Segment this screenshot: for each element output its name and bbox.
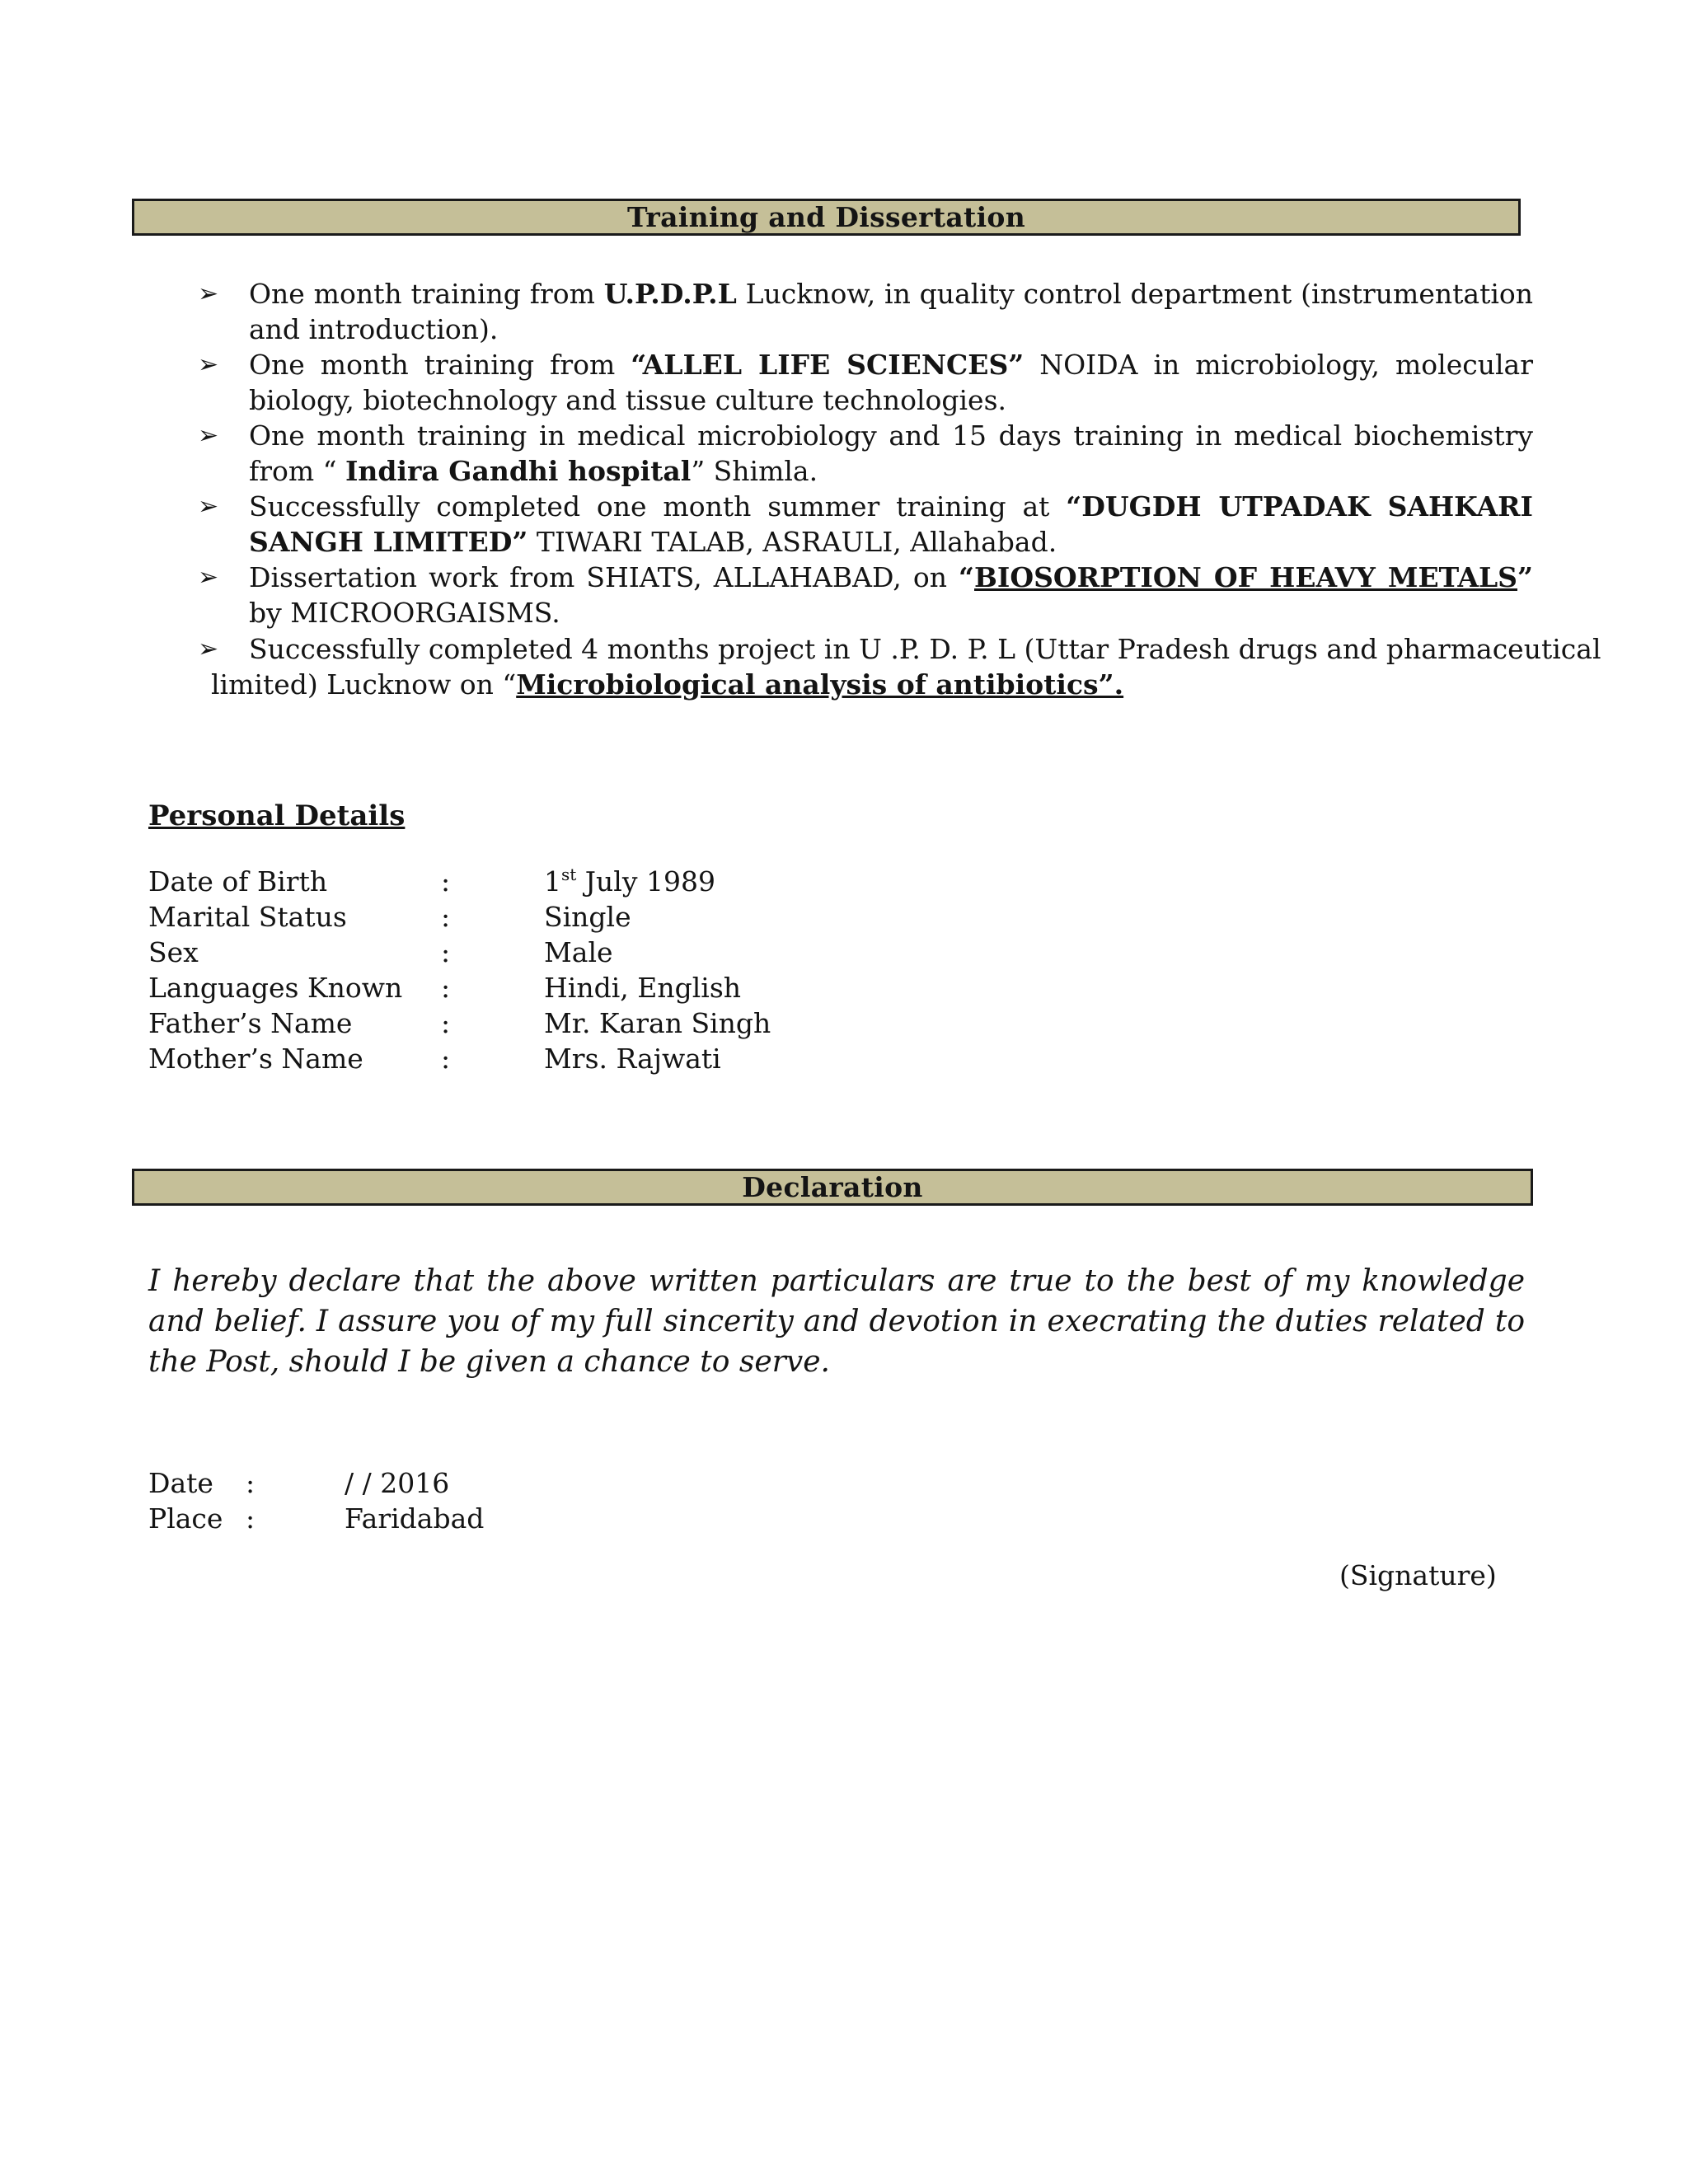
item-text: TIWARI TALAB, ASRAULI, Allahabad. xyxy=(528,526,1057,558)
arrow-bullet-icon: ➢ xyxy=(198,492,219,521)
detail-colon: : xyxy=(441,936,451,968)
list-item xyxy=(198,560,1533,630)
detail-label: Sex xyxy=(148,936,199,968)
detail-colon: : xyxy=(441,865,451,898)
detail-row xyxy=(148,864,890,899)
date-label: Date xyxy=(148,1467,213,1499)
arrow-bullet-icon: ➢ xyxy=(198,279,219,308)
list-item xyxy=(198,418,1533,489)
item-bold-text: “ xyxy=(959,561,975,593)
item-text: ” Shimla. xyxy=(691,455,818,487)
date-value: / / 2016 xyxy=(345,1467,450,1499)
list-item xyxy=(198,631,1601,702)
list-item xyxy=(198,347,1533,418)
detail-colon: : xyxy=(441,901,451,933)
item-text: NOIDA in microbiology, molecular biology, biotechnology and tissue culture technologies. xyxy=(249,349,1533,416)
training-heading-text: Training and Dissertation xyxy=(626,201,1026,233)
item-bold-text: “DUGDH UTPADAK SAHKARI SANGH LIMITED” xyxy=(249,490,1533,558)
item-text: limited) Lucknow on “ xyxy=(211,668,517,701)
list-item xyxy=(198,489,1533,560)
personal-details-heading: Personal Details xyxy=(148,799,406,832)
detail-value: 1st July 1989 xyxy=(544,865,715,898)
item-text: One month training in medical microbiology and 15 days training in medical biochemistry from “ xyxy=(249,419,1533,487)
arrow-bullet-icon: ➢ xyxy=(198,421,219,450)
date-colon: : xyxy=(246,1467,256,1499)
detail-row xyxy=(148,935,890,970)
detail-colon: : xyxy=(441,1043,451,1075)
personal-details-table xyxy=(148,864,890,1076)
place-label: Place xyxy=(148,1502,223,1535)
detail-value: Single xyxy=(544,901,631,933)
list-item-line xyxy=(198,631,1601,667)
detail-value: Mr. Karan Singh xyxy=(544,1007,771,1039)
item-bold-text: “ALLEL LIFE SCIENCES” xyxy=(631,349,1025,381)
item-bold-text: U.P.D.P.L xyxy=(603,278,737,310)
place-row xyxy=(148,1501,725,1536)
item-text: by MICROORGAISMS. xyxy=(249,597,560,629)
item-text: Lucknow, in quality control department (instrumentation and introduction). xyxy=(249,278,1534,345)
item-bold-text: ” xyxy=(1517,561,1533,593)
detail-value: Mrs. Rajwati xyxy=(544,1043,721,1075)
signature-label: (Signature) xyxy=(1339,1559,1497,1591)
detail-row xyxy=(148,970,890,1005)
item-text: Successfully completed 4 months project in U .P. D. P. L (Uttar Pradesh drugs and pharmaceutical xyxy=(249,633,1601,665)
list-item xyxy=(198,276,1533,347)
item-bold-underlined-text: Microbiological analysis of antibiotics”. xyxy=(516,668,1124,701)
arrow-bullet-icon: ➢ xyxy=(198,635,219,663)
training-list xyxy=(198,276,1533,630)
item-text: Successfully completed one month summer training at xyxy=(249,490,1067,523)
date-row xyxy=(148,1465,725,1501)
detail-label: Languages Known xyxy=(148,972,403,1004)
detail-row xyxy=(148,899,890,935)
detail-row xyxy=(148,1005,890,1041)
detail-label: Father’s Name xyxy=(148,1007,353,1039)
training-section-heading xyxy=(132,199,1521,236)
detail-value: Male xyxy=(544,936,613,968)
declaration-paragraph: I hereby declare that the above written particulars are true to the best of my knowledge and belief. I assure you of my full sincerity and devotion in execrating the duties related to the Post, should I be given a chance to serve. xyxy=(148,1264,1525,1379)
date-place-block xyxy=(148,1465,725,1536)
arrow-bullet-icon: ➢ xyxy=(198,563,219,592)
item-text: One month training from xyxy=(249,278,604,310)
declaration-section-heading xyxy=(132,1169,1533,1206)
place-value: Faridabad xyxy=(345,1502,485,1535)
list-item-line xyxy=(211,667,1550,702)
place-colon: : xyxy=(246,1502,256,1535)
detail-colon: : xyxy=(441,1007,451,1039)
item-text: One month training from xyxy=(249,349,631,381)
detail-label: Mother’s Name xyxy=(148,1043,363,1075)
declaration-heading-text: Declaration xyxy=(742,1171,923,1203)
item-text: Dissertation work from SHIATS, ALLAHABAD, on xyxy=(249,561,959,593)
detail-colon: : xyxy=(441,972,451,1004)
arrow-bullet-icon: ➢ xyxy=(198,350,219,379)
detail-value: Hindi, English xyxy=(544,972,742,1004)
detail-row xyxy=(148,1041,890,1076)
item-bold-underlined-text: BIOSORPTION OF HEAVY METALS xyxy=(974,561,1517,593)
item-bold-text: Indira Gandhi hospital xyxy=(345,455,692,487)
detail-label: Marital Status xyxy=(148,901,347,933)
detail-label: Date of Birth xyxy=(148,865,328,898)
